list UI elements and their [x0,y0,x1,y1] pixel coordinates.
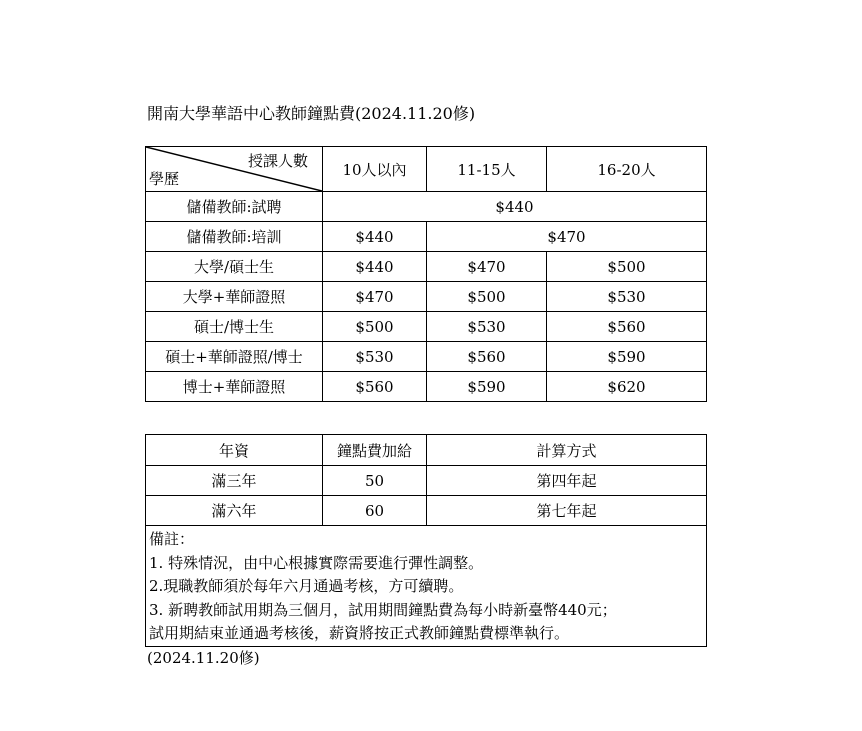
rate-cell: $470 [323,282,427,312]
rate-cell: $470 [427,252,547,282]
rate-cell: $440 [323,192,707,222]
rate-row-label: 儲備教師:培訓 [146,222,323,252]
rate-cell: $530 [323,342,427,372]
seniority-row-three-years [146,466,707,496]
note-line-1: 1. 特殊情況，由中心根據實際需要進行彈性調整。 [149,553,484,572]
document-title: 開南大學華語中心教師鐘點費(2024.11.20修) [147,104,476,123]
seniority-method-cell: 第七年起 [427,496,707,526]
rate-cell: $440 [323,222,427,252]
column-header-16-20: 16-20人 [547,147,707,192]
rate-cell: $560 [323,372,427,402]
seniority-header-bonus: 鐘點費加給 [323,435,427,466]
rate-row-label: 大學+華師證照 [146,282,323,312]
seniority-method-cell: 第四年起 [427,466,707,496]
rate-row-label: 博士+華師證照 [146,372,323,402]
rate-row-bachelor-master-student [146,252,707,282]
seniority-years-cell: 滿三年 [146,466,323,496]
seniority-bonus-table [145,434,707,647]
rate-cell: $530 [427,312,547,342]
rate-table-header-row [146,147,707,192]
seniority-row-six-years [146,496,707,526]
column-header-11-15: 11-15人 [427,147,547,192]
seniority-bonus-cell: 60 [323,496,427,526]
seniority-header-method: 計算方式 [427,435,707,466]
seniority-header-years: 年資 [146,435,323,466]
column-header-up-to-10: 10人以內 [323,147,427,192]
rate-cell: $500 [547,252,707,282]
rate-cell: $500 [323,312,427,342]
diagonal-header-cell [146,147,323,192]
rate-cell: $590 [427,372,547,402]
note-line-3: 3. 新聘教師試用期為三個月，試用期間鐘點費為每小時新臺幣440元； [149,600,617,619]
rate-cell: $530 [547,282,707,312]
rate-row-phd-certificate [146,372,707,402]
rate-row-label: 儲備教師:試聘 [146,192,323,222]
rate-row-master-certificate-phd [146,342,707,372]
rate-row-label: 碩士/博士生 [146,312,323,342]
rate-row-reserve-trial [146,192,707,222]
notes-row [146,526,707,647]
rate-row-label: 大學/碩士生 [146,252,323,282]
rate-cell: $560 [547,312,707,342]
rate-cell: $590 [547,342,707,372]
rate-cell: $620 [547,372,707,402]
notes-cell [146,526,707,647]
rate-row-reserve-training [146,222,707,252]
rate-cell: $470 [427,222,707,252]
seniority-header-row [146,435,707,466]
rate-row-bachelor-certificate [146,282,707,312]
revision-date: (2024.11.20修) [147,649,260,667]
rate-row-master-phd-student [146,312,707,342]
seniority-bonus-cell: 50 [323,466,427,496]
note-line-4: 試用期結束並通過考核後，薪資將按正式教師鐘點費標準執行。 [149,624,570,642]
class-size-header-label: 授課人數 [247,152,308,170]
rate-cell: $500 [427,282,547,312]
rate-cell: $560 [427,342,547,372]
hourly-rate-table [145,146,707,402]
note-line-2: 2.現職教師須於每年六月通過考核，方可續聘。 [149,577,464,595]
notes-heading: 備註： [149,530,195,548]
seniority-years-cell: 滿六年 [146,496,323,526]
rate-cell: $440 [323,252,427,282]
education-header-label: 學歷 [149,170,180,188]
rate-row-label: 碩士+華師證照/博士 [146,342,323,372]
